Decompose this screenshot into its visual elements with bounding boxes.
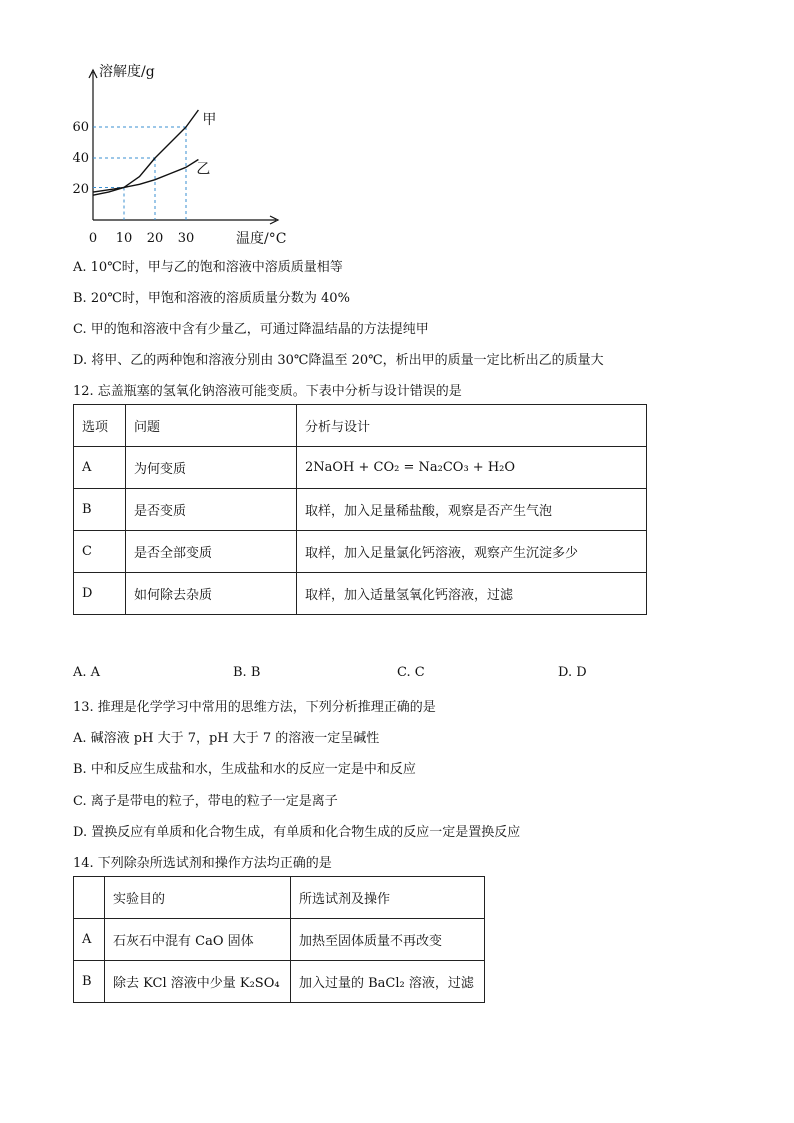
q13-option-a: A. 碱溶液 pH 大于 7，pH 大于 7 的溶液一定呈碱性 (73, 731, 380, 746)
table-header-cell (74, 877, 105, 919)
table-row (74, 961, 485, 1003)
q12-answer-c: C. C (397, 665, 425, 680)
solubility-chart (68, 58, 308, 253)
table-cell: 取样，加入适量氢氧化钙溶液，过滤 (297, 573, 647, 615)
table-cell: 为何变质 (126, 447, 297, 489)
table-cell: C (74, 531, 126, 573)
q12-answer-d: D. D (558, 665, 587, 680)
q13-option-c: C. 离子是带电的粒子，带电的粒子一定是离子 (73, 794, 338, 809)
q11-option-c: C. 甲的饱和溶液中含有少量乙，可通过降温结晶的方法提纯甲 (73, 322, 429, 337)
q13-option-b: B. 中和反应生成盐和水，生成盐和水的反应一定是中和反应 (73, 762, 416, 777)
series-label-jia: 甲 (202, 111, 217, 128)
q12-answer-a: A. A (73, 665, 101, 680)
table-row (74, 919, 485, 961)
q12-table (73, 404, 647, 615)
y-tick-label: 40 (72, 151, 89, 166)
table-cell: 除去 KCl 溶液中少量 K₂SO₄ (105, 961, 291, 1003)
table-cell: 如何除去杂质 (126, 573, 297, 615)
table-cell: 是否全部变质 (126, 531, 297, 573)
x-tick-label: 20 (146, 231, 164, 246)
q14-stem: 14. 下列除杂所选试剂和操作方法均正确的是 (73, 856, 332, 871)
q14-table (73, 876, 485, 1003)
q11-option-a: A. 10℃时，甲与乙的饱和溶液中溶质质量相等 (73, 260, 343, 275)
series-line-yi (93, 160, 198, 193)
q11-option-d: D. 将甲、乙的两种饱和溶液分别由 30℃降温至 20℃，析出甲的质量一定比析出乙的质量大 (73, 353, 604, 368)
q13-option-d: D. 置换反应有单质和化合物生成，有单质和化合物生成的反应一定是置换反应 (73, 825, 521, 840)
table-cell: B (74, 489, 126, 531)
table-cell: D (74, 573, 126, 615)
table-header-cell: 选项 (74, 405, 126, 447)
q13-stem: 13. 推理是化学学习中常用的思维方法，下列分析推理正确的是 (73, 700, 436, 715)
table-cell: 取样，加入足量氯化钙溶液，观察产生沉淀多少 (297, 531, 647, 573)
y-tick-label: 20 (72, 182, 89, 197)
table-cell: A (74, 447, 126, 489)
table-header-cell: 所选试剂及操作 (291, 877, 485, 919)
x-tick-label: 0 (88, 231, 98, 246)
table-cell: 加热至固体质量不再改变 (291, 919, 485, 961)
table-row (74, 573, 647, 615)
table-row (74, 531, 647, 573)
table-cell: 石灰石中混有 CaO 固体 (105, 919, 291, 961)
y-axis-label: 溶解度/g (99, 64, 155, 80)
table-cell: A (74, 919, 105, 961)
x-tick-label: 10 (115, 231, 133, 246)
table-header-row (74, 877, 485, 919)
table-cell: 2NaOH + CO₂ = Na₂CO₃ + H₂O (297, 447, 647, 489)
table-header-cell: 实验目的 (105, 877, 291, 919)
x-axis-label: 温度/°C (236, 231, 287, 247)
series-label-yi: 乙 (196, 161, 211, 178)
q12-answer-b: B. B (233, 665, 261, 680)
table-header-cell: 问题 (126, 405, 297, 447)
q12-stem: 12. 忘盖瓶塞的氢氧化钠溶液可能变质。下表中分析与设计错误的是 (73, 384, 462, 399)
table-header-row (74, 405, 647, 447)
table-row (74, 447, 647, 489)
table-cell: B (74, 961, 105, 1003)
x-tick-label: 30 (177, 231, 195, 246)
table-cell: 取样，加入足量稀盐酸，观察是否产生气泡 (297, 489, 647, 531)
q11-option-b: B. 20℃时，甲饱和溶液的溶质质量分数为 40% (73, 291, 350, 306)
table-cell: 加入过量的 BaCl₂ 溶液，过滤 (291, 961, 485, 1003)
table-row (74, 489, 647, 531)
y-tick-label: 60 (72, 120, 89, 135)
table-cell: 是否变质 (126, 489, 297, 531)
table-header-cell: 分析与设计 (297, 405, 647, 447)
